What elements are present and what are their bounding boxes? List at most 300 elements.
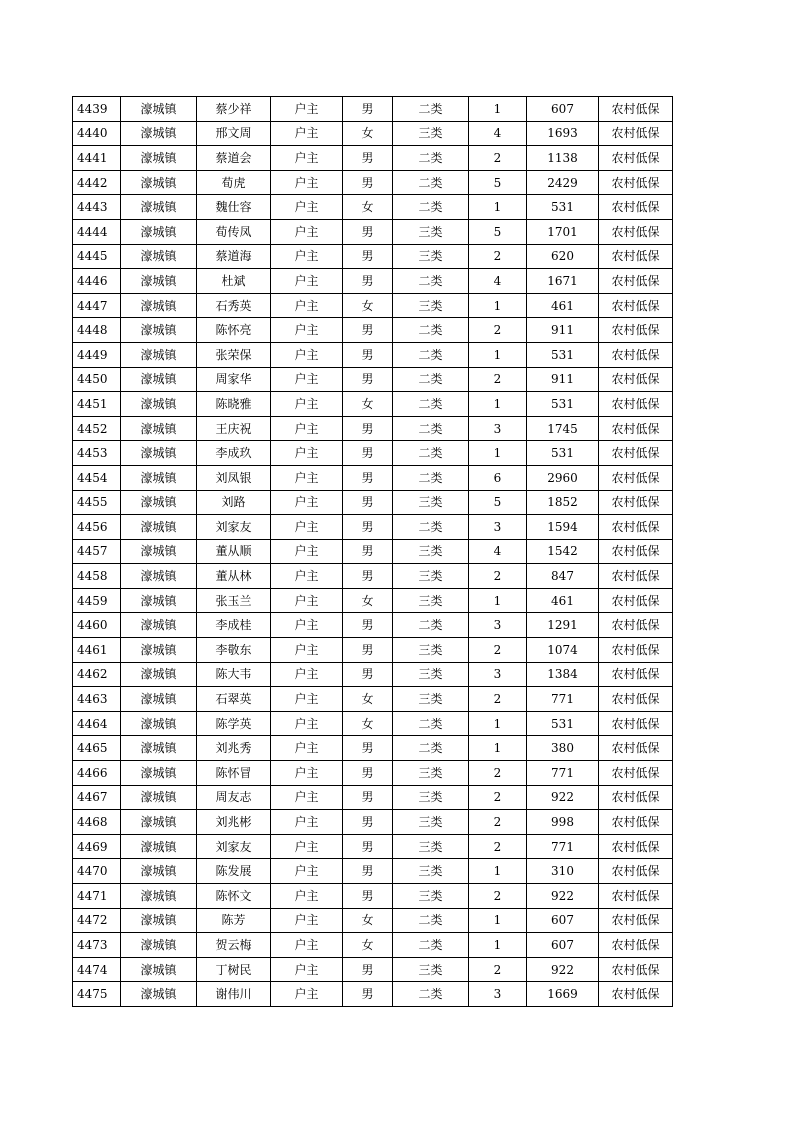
cell-name: 刘兆秀	[197, 736, 271, 761]
table-row	[73, 392, 673, 417]
cell-amount: 531	[527, 342, 599, 367]
cell-household-size: 2	[469, 318, 527, 343]
cell-amount: 1594	[527, 515, 599, 540]
cell-name: 陈晓雅	[197, 392, 271, 417]
cell-amount: 607	[527, 933, 599, 958]
cell-amount: 1693	[527, 121, 599, 146]
cell-name: 陈怀文	[197, 884, 271, 909]
cell-household-size: 6	[469, 465, 527, 490]
cell-town: 濠城镇	[121, 515, 197, 540]
table-row	[73, 465, 673, 490]
cell-amount: 1074	[527, 638, 599, 663]
cell-assistance-type: 农村低保	[599, 490, 673, 515]
table-row	[73, 515, 673, 540]
cell-assistance-type: 农村低保	[599, 441, 673, 466]
cell-relation: 户主	[271, 761, 343, 786]
cell-gender: 男	[343, 859, 393, 884]
cell-assistance-type: 农村低保	[599, 711, 673, 736]
cell-household-size: 1	[469, 588, 527, 613]
cell-category: 三类	[393, 293, 469, 318]
cell-town: 濠城镇	[121, 367, 197, 392]
cell-record-id: 4449	[73, 342, 121, 367]
cell-assistance-type: 农村低保	[599, 638, 673, 663]
cell-gender: 女	[343, 711, 393, 736]
cell-record-id: 4442	[73, 170, 121, 195]
cell-amount: 531	[527, 195, 599, 220]
cell-gender: 男	[343, 465, 393, 490]
cell-name: 张荣保	[197, 342, 271, 367]
cell-assistance-type: 农村低保	[599, 957, 673, 982]
cell-amount: 1291	[527, 613, 599, 638]
table-row	[73, 170, 673, 195]
table-row	[73, 711, 673, 736]
cell-record-id: 4447	[73, 293, 121, 318]
cell-record-id: 4459	[73, 588, 121, 613]
cell-category: 三类	[393, 219, 469, 244]
cell-category: 三类	[393, 638, 469, 663]
cell-household-size: 2	[469, 785, 527, 810]
cell-category: 二类	[393, 711, 469, 736]
cell-category: 三类	[393, 785, 469, 810]
cell-name: 张玉兰	[197, 588, 271, 613]
cell-name: 荀虎	[197, 170, 271, 195]
cell-gender: 男	[343, 736, 393, 761]
cell-relation: 户主	[271, 318, 343, 343]
cell-town: 濠城镇	[121, 785, 197, 810]
cell-amount: 911	[527, 318, 599, 343]
cell-record-id: 4470	[73, 859, 121, 884]
cell-record-id: 4473	[73, 933, 121, 958]
cell-assistance-type: 农村低保	[599, 146, 673, 171]
cell-category: 二类	[393, 465, 469, 490]
cell-assistance-type: 农村低保	[599, 982, 673, 1007]
cell-record-id: 4471	[73, 884, 121, 909]
cell-assistance-type: 农村低保	[599, 687, 673, 712]
table-row	[73, 687, 673, 712]
cell-household-size: 1	[469, 441, 527, 466]
cell-town: 濠城镇	[121, 736, 197, 761]
cell-household-size: 1	[469, 736, 527, 761]
cell-household-size: 1	[469, 195, 527, 220]
cell-relation: 户主	[271, 662, 343, 687]
table-row	[73, 785, 673, 810]
cell-relation: 户主	[271, 367, 343, 392]
cell-relation: 户主	[271, 293, 343, 318]
cell-relation: 户主	[271, 933, 343, 958]
cell-name: 丁树民	[197, 957, 271, 982]
cell-record-id: 4461	[73, 638, 121, 663]
cell-assistance-type: 农村低保	[599, 539, 673, 564]
cell-assistance-type: 农村低保	[599, 416, 673, 441]
table-row	[73, 146, 673, 171]
cell-town: 濠城镇	[121, 97, 197, 122]
cell-category: 三类	[393, 490, 469, 515]
cell-town: 濠城镇	[121, 269, 197, 294]
cell-relation: 户主	[271, 515, 343, 540]
cell-name: 贺云梅	[197, 933, 271, 958]
cell-record-id: 4472	[73, 908, 121, 933]
cell-gender: 女	[343, 392, 393, 417]
cell-household-size: 3	[469, 662, 527, 687]
cell-town: 濠城镇	[121, 933, 197, 958]
cell-category: 二类	[393, 367, 469, 392]
cell-relation: 户主	[271, 416, 343, 441]
cell-relation: 户主	[271, 441, 343, 466]
table-row	[73, 97, 673, 122]
cell-assistance-type: 农村低保	[599, 785, 673, 810]
cell-town: 濠城镇	[121, 982, 197, 1007]
cell-gender: 男	[343, 244, 393, 269]
cell-record-id: 4444	[73, 219, 121, 244]
cell-record-id: 4460	[73, 613, 121, 638]
cell-gender: 男	[343, 564, 393, 589]
cell-town: 濠城镇	[121, 761, 197, 786]
cell-town: 濠城镇	[121, 441, 197, 466]
cell-assistance-type: 农村低保	[599, 859, 673, 884]
cell-household-size: 2	[469, 884, 527, 909]
cell-household-size: 2	[469, 638, 527, 663]
cell-record-id: 4451	[73, 392, 121, 417]
cell-amount: 531	[527, 441, 599, 466]
cell-relation: 户主	[271, 219, 343, 244]
cell-amount: 911	[527, 367, 599, 392]
cell-relation: 户主	[271, 834, 343, 859]
cell-record-id: 4443	[73, 195, 121, 220]
cell-household-size: 5	[469, 170, 527, 195]
table-row	[73, 810, 673, 835]
cell-gender: 男	[343, 810, 393, 835]
table-body	[73, 97, 673, 1007]
cell-household-size: 2	[469, 564, 527, 589]
cell-category: 三类	[393, 957, 469, 982]
cell-relation: 户主	[271, 613, 343, 638]
cell-category: 三类	[393, 687, 469, 712]
cell-name: 蔡少祥	[197, 97, 271, 122]
cell-amount: 922	[527, 785, 599, 810]
table-row	[73, 195, 673, 220]
cell-relation: 户主	[271, 97, 343, 122]
cell-name: 石翠英	[197, 687, 271, 712]
cell-household-size: 3	[469, 416, 527, 441]
cell-assistance-type: 农村低保	[599, 97, 673, 122]
cell-assistance-type: 农村低保	[599, 588, 673, 613]
cell-name: 陈大韦	[197, 662, 271, 687]
table-row	[73, 121, 673, 146]
cell-town: 濠城镇	[121, 539, 197, 564]
cell-amount: 607	[527, 97, 599, 122]
cell-name: 石秀英	[197, 293, 271, 318]
beneficiary-table	[72, 96, 673, 1007]
cell-relation: 户主	[271, 539, 343, 564]
cell-category: 二类	[393, 515, 469, 540]
cell-amount: 1745	[527, 416, 599, 441]
cell-town: 濠城镇	[121, 662, 197, 687]
cell-relation: 户主	[271, 859, 343, 884]
cell-relation: 户主	[271, 269, 343, 294]
table-row	[73, 933, 673, 958]
cell-amount: 998	[527, 810, 599, 835]
cell-town: 濠城镇	[121, 465, 197, 490]
cell-category: 三类	[393, 244, 469, 269]
cell-category: 二类	[393, 613, 469, 638]
cell-household-size: 1	[469, 711, 527, 736]
cell-household-size: 3	[469, 515, 527, 540]
cell-assistance-type: 农村低保	[599, 564, 673, 589]
cell-assistance-type: 农村低保	[599, 244, 673, 269]
cell-amount: 922	[527, 957, 599, 982]
cell-town: 濠城镇	[121, 244, 197, 269]
cell-amount: 620	[527, 244, 599, 269]
cell-category: 三类	[393, 859, 469, 884]
cell-category: 二类	[393, 982, 469, 1007]
cell-household-size: 4	[469, 121, 527, 146]
cell-assistance-type: 农村低保	[599, 342, 673, 367]
table-row	[73, 834, 673, 859]
cell-household-size: 1	[469, 908, 527, 933]
cell-assistance-type: 农村低保	[599, 884, 673, 909]
cell-household-size: 4	[469, 539, 527, 564]
cell-town: 濠城镇	[121, 810, 197, 835]
cell-record-id: 4462	[73, 662, 121, 687]
cell-household-size: 2	[469, 244, 527, 269]
cell-name: 陈芳	[197, 908, 271, 933]
cell-gender: 男	[343, 613, 393, 638]
cell-category: 二类	[393, 908, 469, 933]
cell-record-id: 4450	[73, 367, 121, 392]
cell-record-id: 4441	[73, 146, 121, 171]
cell-gender: 男	[343, 761, 393, 786]
cell-town: 濠城镇	[121, 711, 197, 736]
cell-town: 濠城镇	[121, 170, 197, 195]
cell-gender: 男	[343, 490, 393, 515]
cell-gender: 男	[343, 638, 393, 663]
cell-category: 二类	[393, 416, 469, 441]
cell-record-id: 4474	[73, 957, 121, 982]
cell-town: 濠城镇	[121, 588, 197, 613]
cell-gender: 男	[343, 982, 393, 1007]
cell-name: 刘兆彬	[197, 810, 271, 835]
cell-amount: 2960	[527, 465, 599, 490]
cell-relation: 户主	[271, 170, 343, 195]
cell-record-id: 4463	[73, 687, 121, 712]
cell-assistance-type: 农村低保	[599, 736, 673, 761]
cell-relation: 户主	[271, 982, 343, 1007]
cell-category: 三类	[393, 662, 469, 687]
cell-category: 二类	[393, 342, 469, 367]
cell-gender: 男	[343, 269, 393, 294]
cell-name: 刘凤银	[197, 465, 271, 490]
cell-household-size: 1	[469, 97, 527, 122]
cell-category: 三类	[393, 564, 469, 589]
cell-household-size: 1	[469, 859, 527, 884]
cell-record-id: 4457	[73, 539, 121, 564]
cell-amount: 607	[527, 908, 599, 933]
cell-gender: 女	[343, 908, 393, 933]
cell-name: 魏仕容	[197, 195, 271, 220]
cell-relation: 户主	[271, 957, 343, 982]
cell-gender: 男	[343, 662, 393, 687]
cell-name: 周家华	[197, 367, 271, 392]
cell-category: 三类	[393, 761, 469, 786]
cell-name: 李敬东	[197, 638, 271, 663]
cell-household-size: 1	[469, 933, 527, 958]
cell-amount: 1542	[527, 539, 599, 564]
cell-name: 刘路	[197, 490, 271, 515]
cell-category: 二类	[393, 97, 469, 122]
table-row	[73, 588, 673, 613]
cell-category: 二类	[393, 392, 469, 417]
cell-category: 三类	[393, 834, 469, 859]
cell-assistance-type: 农村低保	[599, 170, 673, 195]
cell-amount: 1138	[527, 146, 599, 171]
cell-record-id: 4469	[73, 834, 121, 859]
cell-record-id: 4448	[73, 318, 121, 343]
cell-assistance-type: 农村低保	[599, 908, 673, 933]
cell-record-id: 4456	[73, 515, 121, 540]
cell-name: 荀传凤	[197, 219, 271, 244]
cell-relation: 户主	[271, 638, 343, 663]
cell-name: 蔡道海	[197, 244, 271, 269]
cell-gender: 男	[343, 785, 393, 810]
cell-town: 濠城镇	[121, 416, 197, 441]
cell-gender: 男	[343, 515, 393, 540]
cell-name: 李成桂	[197, 613, 271, 638]
cell-assistance-type: 农村低保	[599, 269, 673, 294]
cell-name: 杜斌	[197, 269, 271, 294]
table-row	[73, 441, 673, 466]
cell-name: 周友志	[197, 785, 271, 810]
cell-assistance-type: 农村低保	[599, 662, 673, 687]
cell-name: 蔡道会	[197, 146, 271, 171]
cell-amount: 771	[527, 834, 599, 859]
cell-relation: 户主	[271, 342, 343, 367]
cell-name: 谢伟川	[197, 982, 271, 1007]
cell-town: 濠城镇	[121, 884, 197, 909]
cell-household-size: 2	[469, 810, 527, 835]
cell-record-id: 4464	[73, 711, 121, 736]
cell-name: 邢文周	[197, 121, 271, 146]
cell-amount: 1671	[527, 269, 599, 294]
table-row	[73, 318, 673, 343]
cell-assistance-type: 农村低保	[599, 834, 673, 859]
cell-town: 濠城镇	[121, 957, 197, 982]
cell-town: 濠城镇	[121, 859, 197, 884]
cell-amount: 531	[527, 711, 599, 736]
cell-amount: 771	[527, 687, 599, 712]
cell-name: 董从林	[197, 564, 271, 589]
cell-record-id: 4458	[73, 564, 121, 589]
cell-relation: 户主	[271, 392, 343, 417]
cell-category: 三类	[393, 539, 469, 564]
cell-assistance-type: 农村低保	[599, 761, 673, 786]
cell-household-size: 2	[469, 761, 527, 786]
cell-gender: 女	[343, 687, 393, 712]
cell-category: 三类	[393, 121, 469, 146]
cell-gender: 男	[343, 342, 393, 367]
table-row	[73, 539, 673, 564]
cell-relation: 户主	[271, 195, 343, 220]
cell-household-size: 3	[469, 982, 527, 1007]
cell-town: 濠城镇	[121, 613, 197, 638]
cell-gender: 女	[343, 588, 393, 613]
table-row	[73, 736, 673, 761]
cell-record-id: 4453	[73, 441, 121, 466]
cell-town: 濠城镇	[121, 908, 197, 933]
cell-town: 濠城镇	[121, 564, 197, 589]
cell-assistance-type: 农村低保	[599, 219, 673, 244]
table-row	[73, 490, 673, 515]
cell-town: 濠城镇	[121, 219, 197, 244]
cell-record-id: 4467	[73, 785, 121, 810]
cell-relation: 户主	[271, 908, 343, 933]
cell-name: 王庆祝	[197, 416, 271, 441]
cell-household-size: 1	[469, 392, 527, 417]
table-row	[73, 957, 673, 982]
cell-category: 二类	[393, 441, 469, 466]
cell-relation: 户主	[271, 884, 343, 909]
table-row	[73, 416, 673, 441]
cell-household-size: 2	[469, 834, 527, 859]
cell-gender: 男	[343, 219, 393, 244]
cell-relation: 户主	[271, 736, 343, 761]
cell-town: 濠城镇	[121, 392, 197, 417]
cell-name: 董从顺	[197, 539, 271, 564]
table-row	[73, 662, 673, 687]
cell-record-id: 4452	[73, 416, 121, 441]
cell-assistance-type: 农村低保	[599, 515, 673, 540]
cell-assistance-type: 农村低保	[599, 392, 673, 417]
cell-record-id: 4439	[73, 97, 121, 122]
cell-amount: 310	[527, 859, 599, 884]
cell-amount: 922	[527, 884, 599, 909]
cell-town: 濠城镇	[121, 834, 197, 859]
cell-record-id: 4466	[73, 761, 121, 786]
cell-name: 陈学英	[197, 711, 271, 736]
table-row	[73, 564, 673, 589]
cell-assistance-type: 农村低保	[599, 121, 673, 146]
cell-record-id: 4468	[73, 810, 121, 835]
cell-category: 二类	[393, 146, 469, 171]
cell-household-size: 1	[469, 293, 527, 318]
cell-household-size: 1	[469, 342, 527, 367]
table-row	[73, 982, 673, 1007]
cell-relation: 户主	[271, 490, 343, 515]
table-row	[73, 269, 673, 294]
cell-name: 陈怀亮	[197, 318, 271, 343]
cell-relation: 户主	[271, 785, 343, 810]
cell-household-size: 4	[469, 269, 527, 294]
table-row	[73, 908, 673, 933]
cell-assistance-type: 农村低保	[599, 465, 673, 490]
cell-relation: 户主	[271, 810, 343, 835]
table-row	[73, 761, 673, 786]
cell-gender: 男	[343, 367, 393, 392]
table-row	[73, 342, 673, 367]
cell-relation: 户主	[271, 146, 343, 171]
table-row	[73, 884, 673, 909]
cell-gender: 男	[343, 416, 393, 441]
cell-record-id: 4455	[73, 490, 121, 515]
cell-amount: 1384	[527, 662, 599, 687]
cell-town: 濠城镇	[121, 638, 197, 663]
cell-assistance-type: 农村低保	[599, 367, 673, 392]
cell-name: 李成玖	[197, 441, 271, 466]
cell-gender: 女	[343, 195, 393, 220]
cell-category: 二类	[393, 933, 469, 958]
cell-town: 濠城镇	[121, 121, 197, 146]
cell-gender: 女	[343, 121, 393, 146]
cell-household-size: 3	[469, 613, 527, 638]
